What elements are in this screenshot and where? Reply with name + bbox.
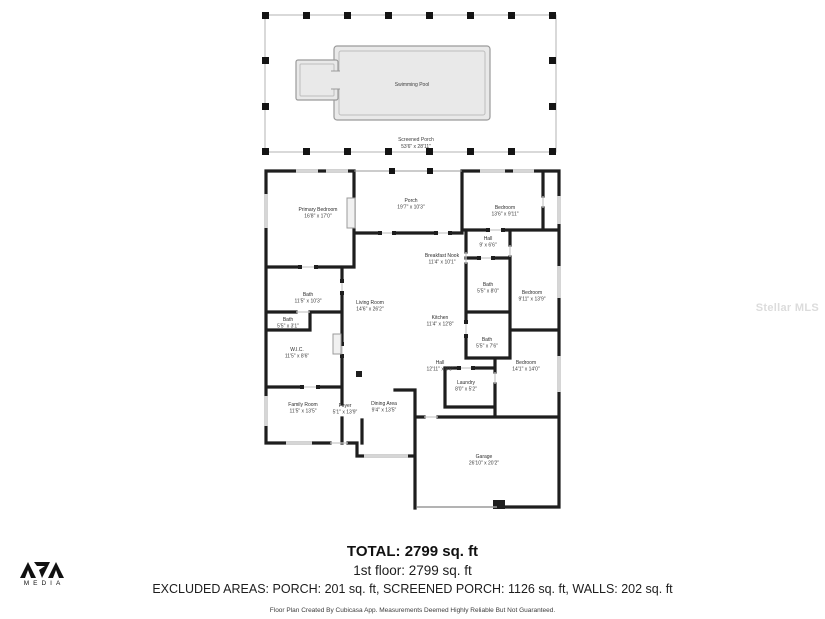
first-floor-area-text: 1st floor: 2799 sq. ft <box>353 562 472 578</box>
support-post <box>356 371 362 377</box>
fireplace <box>347 198 355 228</box>
room-label-1-porch: Porch 19'7" x 10'3" <box>397 198 425 211</box>
room-label-5-bath: Bath 5'5" x 8'0" <box>477 282 499 295</box>
door-jambs <box>298 228 505 389</box>
room-label-17-foyer: Foyer 5'1" x 13'9" <box>332 403 358 416</box>
room-label-7-bath: Bath 11'5" x 10'3" <box>294 292 322 305</box>
screened-porch-label: Screened Porch <box>398 137 434 143</box>
open-porch-edge <box>354 168 462 174</box>
room-label-0-primary-bedroom: Primary Bedroom 16'8" x 17'0" <box>298 207 338 220</box>
room-label-16-family-room: Family Room 11'5" x 13'5" <box>288 402 318 415</box>
room-label-3-hall: Hall 9' x 6'6" <box>479 236 497 249</box>
room-label-14-hall: Hall 12'11" x 8'6" <box>426 360 454 373</box>
aca-media-logo-mark <box>20 562 64 579</box>
room-labels <box>277 198 546 467</box>
room-label-11-w-i-c-: W.I.C. 11'5" x 8'6" <box>284 347 310 360</box>
aca-media-logo <box>16 562 68 587</box>
media-label: MEDIA <box>23 580 65 587</box>
room-label-13-bedroom: Bedroom 14'1" x 14'0" <box>512 360 540 373</box>
excluded-areas-text: EXCLUDED AREAS: PORCH: 201 sq. ft, SCREENED PORCH: 1126 sq. ft, WALLS: 202 sq. ft <box>152 581 673 596</box>
area-summary <box>0 543 825 615</box>
room-label-8-living-room: Living Room 14'6" x 26'2" <box>356 300 384 313</box>
swimming-pool <box>296 46 490 120</box>
cubicasa-credit-text: Floor Plan Created By Cubicasa App. Measurements Deemed Highly Reliable But Not Guaranteed. <box>269 607 556 615</box>
room-label-2-bedroom: Bedroom 13'6" x 9'11" <box>491 205 519 218</box>
total-area-text: TOTAL: 2799 sq. ft <box>346 543 479 560</box>
room-label-19-garage: Garage 26'10" x 20'2" <box>468 454 500 467</box>
fixtures <box>333 198 362 377</box>
room-label-15-laundry: Laundry 8'0" x 5'2" <box>455 380 477 393</box>
room-label-4-breakfast-nook: Breakfast Nook 11'4" x 10'1" <box>424 253 460 266</box>
screened-porch-structure <box>262 12 556 155</box>
swimming-pool-label: Swimming Pool <box>394 82 430 88</box>
built-in-cabinet <box>333 334 341 354</box>
room-label-10-kitchen: Kitchen 11'4" x 12'8" <box>426 315 454 328</box>
walls <box>266 171 559 509</box>
room-label-9-bath: Bath 5'5" x 3'1" <box>277 317 299 330</box>
room-label-6-bedroom: Bedroom 9'11" x 13'9" <box>518 290 546 303</box>
stellar-mls-watermark: Stellar MLS <box>755 302 819 314</box>
room-label-18-dining-area: Dining Area 9'4" x 13'5" <box>371 401 397 414</box>
room-label-12-bath: Bath 5'5" x 7'6" <box>476 337 498 350</box>
screened-porch-dims: 53'6" x 28'11" <box>401 144 431 150</box>
